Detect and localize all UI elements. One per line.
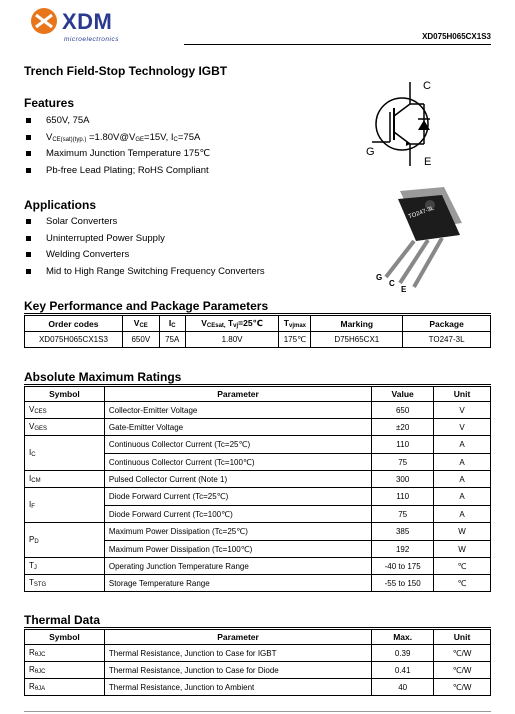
table-cell: Diode Forward Current (Tc=25℃)	[104, 488, 371, 506]
col-order-codes: Order codes	[25, 316, 123, 332]
table-cell: TO247-3L	[403, 332, 491, 348]
table-cell: TSTG	[25, 575, 105, 592]
application-item: Welding Converters	[24, 248, 265, 265]
table-cell: XD075H065CX1S3	[25, 332, 123, 348]
table-row	[25, 488, 491, 506]
header-divider	[184, 44, 491, 45]
col-marking: Marking	[311, 316, 403, 332]
feature-item: Maximum Junction Temperature 175℃	[24, 147, 210, 164]
applications-list	[24, 215, 265, 281]
table-cell: 75	[372, 506, 434, 523]
table-cell: 175℃	[279, 332, 311, 348]
table-cell: RθJC	[25, 662, 105, 679]
table-cell: 0.39	[372, 645, 434, 662]
table-cell: Continuous Collector Current (Tc=100℃)	[104, 454, 371, 471]
table-cell: W	[434, 541, 491, 558]
table-row	[25, 662, 491, 679]
table-row	[25, 558, 491, 575]
application-item: Solar Converters	[24, 215, 265, 232]
table-cell: D75H65CX1	[311, 332, 403, 348]
feature-item: 650V, 75A	[24, 114, 210, 131]
key-params-table	[24, 315, 491, 348]
table-cell: 75	[372, 454, 434, 471]
part-number: XD075H065CX1S3	[422, 32, 491, 41]
table-row	[25, 523, 491, 541]
col-value: Value	[372, 387, 434, 402]
col-unit: Unit	[434, 630, 491, 645]
table-cell: ℃/W	[434, 679, 491, 696]
key-params-heading: Key Performance and Package Parameters	[24, 299, 269, 313]
table-row	[25, 332, 491, 348]
thermal-table	[24, 629, 491, 696]
col-ic: IC	[159, 316, 185, 332]
col-package: Package	[403, 316, 491, 332]
col-parameter: Parameter	[104, 630, 371, 645]
col-tvjmax: Tvjmax	[279, 316, 311, 332]
table-cell: Collector-Emitter Voltage	[104, 402, 371, 419]
table-cell: ±20	[372, 419, 434, 436]
table-row	[25, 645, 491, 662]
table-cell: 192	[372, 541, 434, 558]
table-cell: Continuous Collector Current (Tc=25℃)	[104, 436, 371, 454]
feature-item: Pb-free Lead Plating; RoHS Compliant	[24, 164, 210, 181]
col-parameter: Parameter	[104, 387, 371, 402]
applications-heading: Applications	[24, 198, 97, 212]
table-cell: IC	[25, 436, 105, 471]
col-symbol: Symbol	[25, 630, 105, 645]
col-symbol: Symbol	[25, 387, 105, 402]
thermal-heading: Thermal Data	[24, 613, 101, 627]
col-vcesat: VCEsat, Tvj=25℃	[185, 316, 279, 332]
table-header-row	[25, 387, 491, 402]
table-cell: 650	[372, 402, 434, 419]
section-divider	[24, 384, 491, 385]
table-cell: PD	[25, 523, 105, 558]
table-cell: A	[434, 506, 491, 523]
table-cell: Thermal Resistance, Junction to Case for IGBT	[104, 645, 371, 662]
col-unit: Unit	[434, 387, 491, 402]
table-cell: Gate-Emitter Voltage	[104, 419, 371, 436]
table-row	[25, 436, 491, 454]
table-cell: 0.41	[372, 662, 434, 679]
table-cell: 1.80V	[185, 332, 279, 348]
table-cell: Thermal Resistance, Junction to Ambient	[104, 679, 371, 696]
package-pin-c: C	[389, 279, 395, 288]
table-cell: RθJC	[25, 645, 105, 662]
package-image-icon	[376, 185, 466, 291]
table-row	[25, 471, 491, 488]
package-pin-e: E	[401, 285, 407, 294]
feature-item: VCE(sat)(typ.) =1.80V@VGE=15V, IC=75A	[24, 131, 210, 148]
table-cell: 650V	[122, 332, 159, 348]
logo-icon	[30, 7, 58, 35]
table-row	[25, 679, 491, 696]
symbol-label-c: C	[423, 80, 431, 92]
table-cell: Diode Forward Current (Tc=100℃)	[104, 506, 371, 523]
table-cell: Operating Junction Temperature Range	[104, 558, 371, 575]
table-cell: -40 to 175	[372, 558, 434, 575]
abs-max-table	[24, 386, 491, 592]
section-divider	[24, 627, 491, 628]
table-cell: ℃/W	[434, 662, 491, 679]
table-row	[25, 402, 491, 419]
table-cell: Pulsed Collector Current (Note 1)	[104, 471, 371, 488]
table-cell: ℃	[434, 575, 491, 592]
table-cell: V	[434, 402, 491, 419]
table-cell: ℃/W	[434, 645, 491, 662]
table-cell: RθJA	[25, 679, 105, 696]
section-divider	[24, 313, 491, 314]
col-max: Max.	[372, 630, 434, 645]
table-cell: 385	[372, 523, 434, 541]
table-header-row	[25, 316, 491, 332]
table-cell: 110	[372, 436, 434, 454]
logo-subtitle: microelectronics	[64, 36, 119, 43]
package-pin-g: G	[376, 273, 383, 282]
table-cell: A	[434, 488, 491, 506]
footer-divider	[24, 711, 491, 712]
table-cell: A	[434, 471, 491, 488]
table-header-row	[25, 630, 491, 645]
table-cell: 75A	[159, 332, 185, 348]
table-cell: 110	[372, 488, 434, 506]
table-cell: VCES	[25, 402, 105, 419]
table-cell: Maximum Power Dissipation (Tc=25℃)	[104, 523, 371, 541]
abs-max-heading: Absolute Maximum Ratings	[24, 370, 182, 384]
table-cell: 300	[372, 471, 434, 488]
table-cell: V	[434, 419, 491, 436]
table-cell: W	[434, 523, 491, 541]
symbol-label-e: E	[424, 156, 432, 168]
application-item: Mid to High Range Switching Frequency Converters	[24, 265, 265, 282]
table-cell: ICM	[25, 471, 105, 488]
table-cell: Thermal Resistance, Junction to Case for Diode	[104, 662, 371, 679]
application-item: Uninterrupted Power Supply	[24, 232, 265, 249]
logo-text: XDM	[62, 9, 113, 34]
table-cell: -55 to 150	[372, 575, 434, 592]
table-row	[25, 419, 491, 436]
package-label: TO247-3L	[407, 205, 436, 221]
features-heading: Features	[24, 96, 75, 110]
symbol-label-g: G	[366, 146, 375, 158]
features-list	[24, 114, 210, 180]
table-cell: A	[434, 454, 491, 471]
table-cell: 40	[372, 679, 434, 696]
table-cell: VGES	[25, 419, 105, 436]
table-cell: ℃	[434, 558, 491, 575]
table-row	[25, 575, 491, 592]
table-cell: TJ	[25, 558, 105, 575]
table-cell: Storage Temperature Range	[104, 575, 371, 592]
table-cell: Maximum Power Dissipation (Tc=100℃)	[104, 541, 371, 558]
table-cell: IF	[25, 488, 105, 523]
col-vce: VCE	[122, 316, 159, 332]
page-title: Trench Field-Stop Technology IGBT	[24, 64, 228, 78]
table-cell: A	[434, 436, 491, 454]
